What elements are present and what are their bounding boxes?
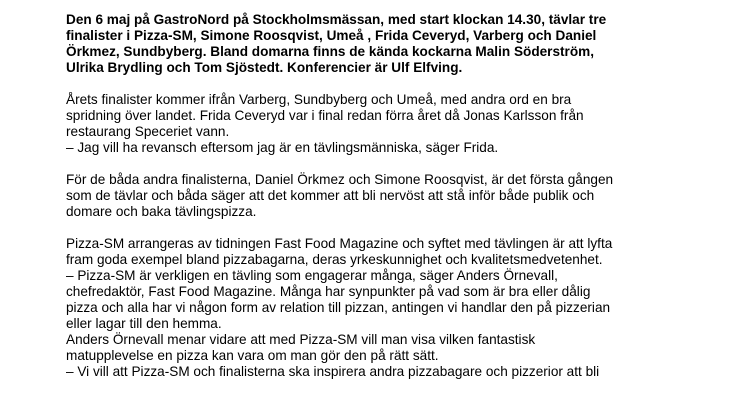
text-line: Pizza-SM arrangeras av tidningen Fast Food Magazine och syftet med tävlingen är att lyfta: [66, 236, 613, 251]
lead-line: finalister i Pizza-SM, Simone Roosqvist, Umeå , Frida Ceveryd, Varberg och Daniel: [66, 28, 597, 43]
text-line: som de tävlar och båda säger att det kommer att bli nervöst att stå inför både publik och: [66, 188, 595, 203]
text-line: Anders Örnevall menar vidare att med Pizza-SM vill man visa vilken fantastisk: [66, 332, 536, 347]
paragraph-organizer: [66, 236, 706, 380]
lead-line: Örkmez, Sundbyberg. Bland domarna finns de kända kockarna Malin Söderström,: [66, 44, 595, 59]
quote-line: – Vi vill att Pizza-SM och finalisterna ska inspirera andra pizzabagare och pizzerior att bli: [66, 364, 600, 379]
quote-line: – Pizza-SM är verkligen en tävling som engagerar många, säger Anders Örnevall,: [66, 268, 558, 283]
text-line: restaurang Speceriet vann.: [66, 124, 230, 139]
lead-paragraph: [66, 12, 706, 76]
text-line: För de båda andra finalisterna, Daniel Örkmez och Simone Roosqvist, är det första gången: [66, 172, 614, 187]
paragraph-finalists-origin: [66, 92, 706, 156]
quote-line: – Jag vill ha revansch eftersom jag är en tävlingsmänniska, säger Frida.: [66, 140, 499, 155]
text-line: spridning över landet. Frida Ceveryd var i final redan förra året då Jonas Karlsson från: [66, 108, 584, 123]
text-line: chefredaktör, Fast Food Magazine. Många har synpunkter på vad som är bra eller dålig: [66, 284, 591, 299]
text-line: matupplevelse en pizza kan vara om man gör den på rätt sätt.: [66, 348, 439, 363]
lead-line: Ulrika Brydling och Tom Sjöstedt. Konferencier är Ulf Elfving.: [66, 60, 463, 75]
text-line: eller lagar till den hemma.: [66, 316, 222, 331]
text-line: domare och baka tävlingspizza.: [66, 204, 257, 219]
lead-line: Den 6 maj på GastroNord på Stockholmsmässan, med start klockan 14.30, tävlar tre: [66, 12, 607, 27]
text-line: Årets finalister kommer ifrån Varberg, Sundbyberg och Umeå, med andra ord en bra: [66, 92, 572, 107]
paragraph-other-finalists: [66, 172, 706, 220]
text-line: pizza och alla har vi någon form av relation till pizzan, antingen vi handlar den på pizzerian: [66, 300, 611, 315]
text-line: fram goda exempel bland pizzabagarna, deras yrkeskunnighet och kvalitetsmedvetenhet.: [66, 252, 603, 267]
article-body: [66, 12, 706, 396]
